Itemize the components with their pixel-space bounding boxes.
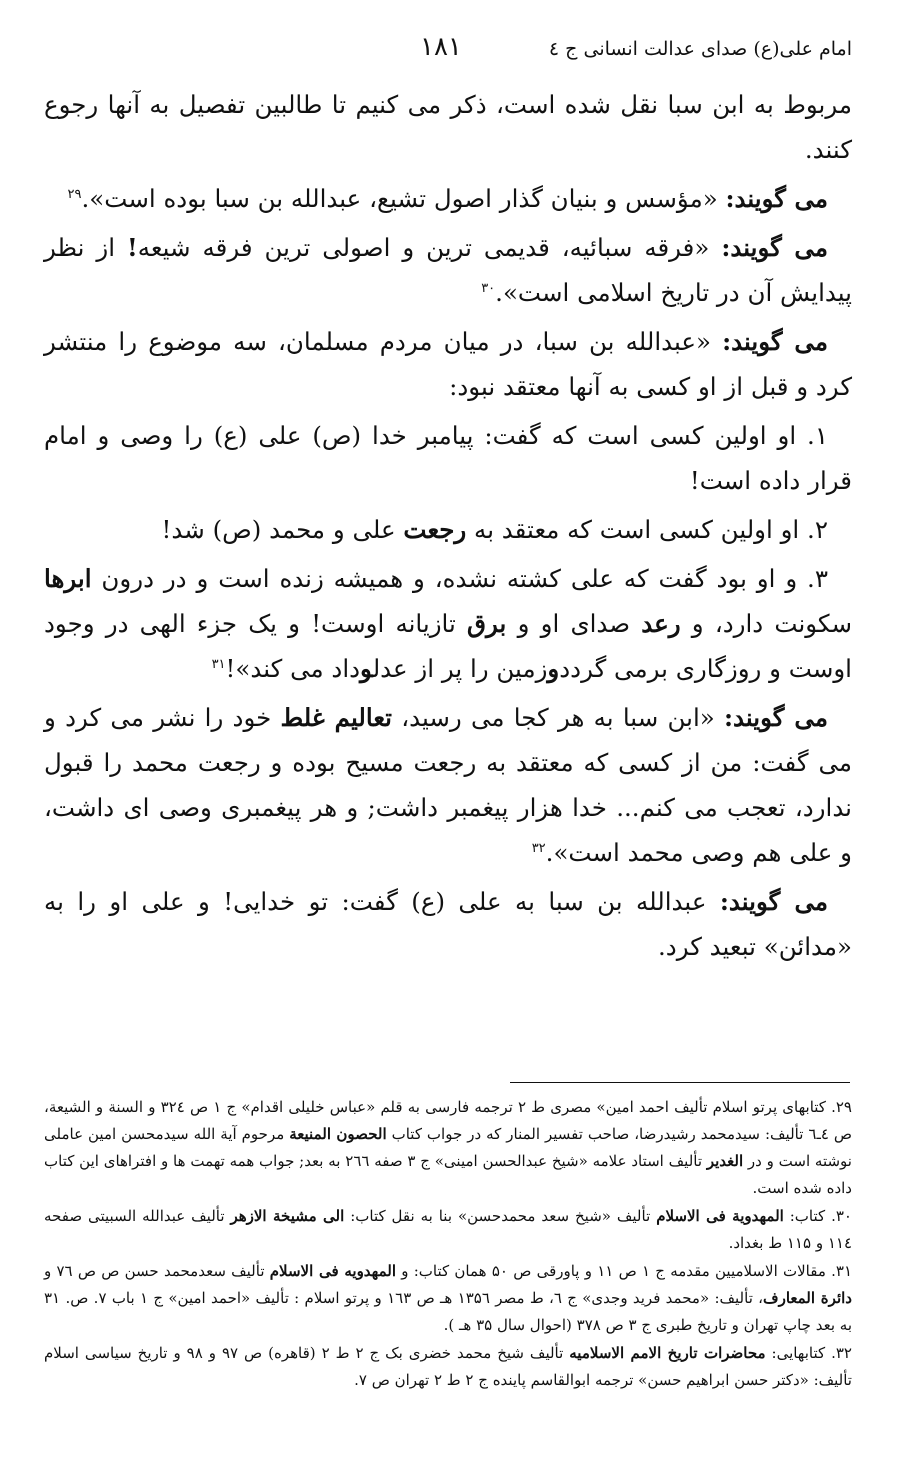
paragraph: می گویند: «فرقه سبائیه، قدیمی ترین و اصولی ترین فرقه شیعه! از نظر پیدایش آن در تاریخ اسلامی است».$^{۳۰}$	[44, 233, 852, 307]
main-text	[44, 82, 852, 973]
footnote-ref: ۳۱	[211, 656, 226, 672]
page-number: ۱۸۱	[420, 32, 462, 62]
footnote-divider	[510, 1082, 850, 1083]
page-header	[0, 30, 900, 70]
paragraph: مربوط به ابن سبا نقل شده است، ذکر می کنیم تا طالبین تفصیل به آنها رجوع کنند.	[44, 90, 852, 164]
paragraph: می گویند: «مؤسس و بنیان گذار اصول تشیع، عبدالله بن سبا بوده است».$^{۲۹}$	[67, 184, 828, 213]
running-title: امام علی(ع) صدای عدالت انسانی ج ٤	[548, 38, 852, 60]
paragraph-lead: می گویند:	[724, 703, 828, 732]
footnote: ۲۹. کتابهای پرتو اسلام تألیف احمد امین» مصری ط ۲ ترجمه فارسی به قلم «عباس خلیلی اقدام» ج ۱ ص ۳۲٤ و السنة و الشیعة، ص ٤ـ٦ تألیف: سیدمحمد رشیدرضا، صاحب تفسیر المنار که در جواب کتاب الحصون المنیعة مرحوم آیة الله سیدمحسن امین عاملی نوشته است و در الغدیر تألیف استاد علامه «شیخ عبدالحسن امینی» ج ۳ صفه ۲٦٦ به بعد; جواب همه تهمت ها و افتراهای این کتاب داده شده است.	[44, 1098, 853, 1197]
paragraph-lead: می گویند:	[725, 184, 828, 213]
footnote: ۳۲. کتابهایی: محاضرات تاریخ الامم الاسلامیه تألیف شیخ محمد خضری بک ج ۲ ط ۲ (قاهره) ص ۹۷ و ۹۸ و تاریخ سیاسی اسلام تألیف: «دکتر حسن ابراهیم حسن» ترجمه ابوالقاسم پاینده ج ۲ ط ۲ تهران ص ۷.	[44, 1344, 852, 1389]
footnote-ref: ۲۹	[67, 186, 82, 202]
list-item: ۳. و او بود گفت که علی کشته نشده، و همیشه زنده است و در درون ابرها سکونت دارد، و رعد صدای او و برق تازیانه اوست! و یک جزء الهی در وجود اوست و روزگاری برمی گرددوزمین را پر از عدلوداد می کند»!$^{۳۱}$	[44, 564, 852, 683]
list-item: ۲. او اولین کسی است که معتقد به رجعت علی و محمد (ص) شد!	[161, 515, 828, 544]
footnotes	[44, 1094, 852, 1395]
paragraph-lead: می گویند:	[719, 887, 828, 916]
footnote-ref: ۳۰	[481, 280, 496, 296]
footnote: ۳۱. مقالات الاسلامیین مقدمه ج ۱ ص ۱۱ و پاورقی ص ۵۰ همان کتاب: و المهدویه فی الاسلام تألیف سعدمحمد حسن ص ص ۷٦ و دائرة المعارف، تألیف: «محمد فرید وجدی» ج ٦، ط مصر ۱۳۵٦ هـ ص ۱٦۳ و پرتو اسلام : تألیف «احمد امین» ج ۱ باب ۷. ص. ۳۱ به بعد چاپ تهران و تاریخ طبری ج ۳ ص ۳۷۸ (احوال سال ۳۵ هـ ).	[44, 1262, 853, 1334]
footnote-ref: ۳۲	[531, 840, 546, 856]
list-item: ۱. او اولین کسی است که گفت: پیامبر خدا (ص) علی (ع) را وصی و امام قرار داده است!	[44, 421, 852, 495]
paragraph: می گویند: عبدالله بن سبا به علی (ع) گفت: تو خدایی! و علی او را به «مدائن» تبعید کرد.	[44, 887, 852, 961]
footnote: ۳۰. کتاب: المهدویة فی الاسلام تألیف «شیخ سعد محمدحسن» بنا به نقل کتاب: الی مشیخة الازهر تألیف عبدالله السبیتی صفحه ۱۱٤ و ۱۱۵ ط بغداد.	[44, 1207, 852, 1252]
paragraph: می گویند: «ابن سبا به هر کجا می رسید، تعالیم غلط خود را نشر می کرد و می گفت: من از کسی که معتقد به رجعت مسیح بوده و رجعت محمد را قبول ندارد، تعجب می کنم... خدا هزار پیغمبر داشت; و هر پیغمبری وصی ای داشت، و علی هم وصی محمد است».$^{۳۲}$	[44, 703, 852, 867]
paragraph: می گویند: «عبدالله بن سبا، در میان مردم مسلمان، سه موضوع را منتشر کرد و قبل از او کسی به آنها معتقد نبود:	[44, 327, 852, 401]
paragraph-lead: می گویند:	[722, 327, 828, 356]
paragraph-lead: می گویند:	[721, 233, 828, 262]
